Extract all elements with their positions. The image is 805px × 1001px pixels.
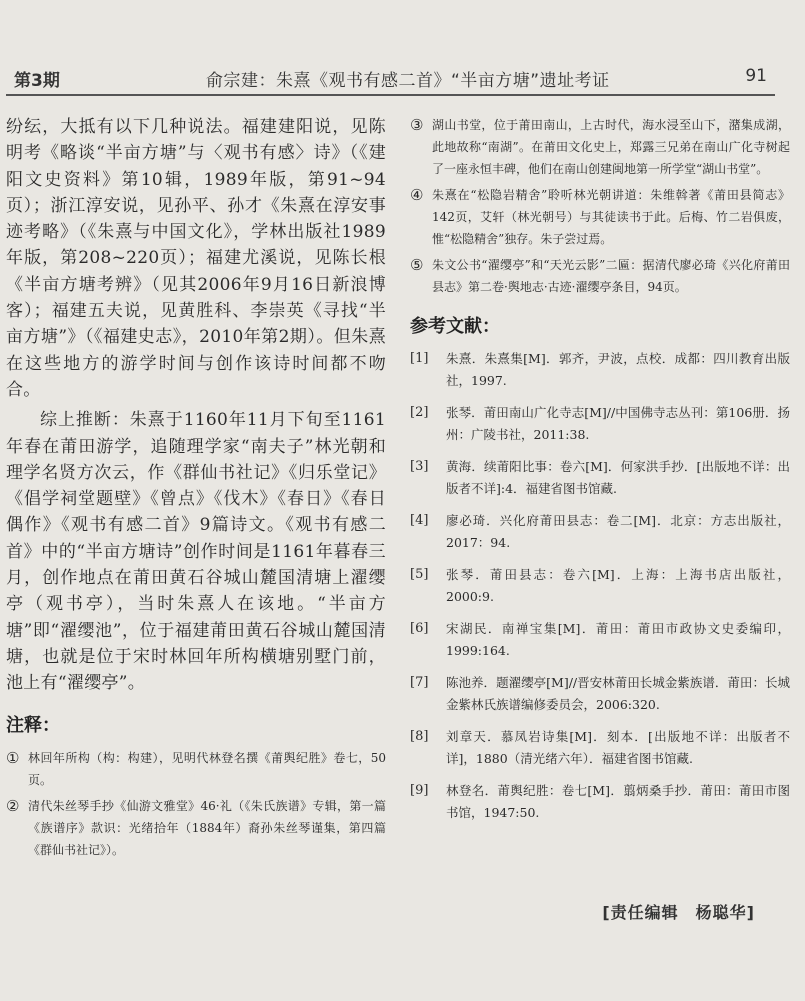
reference-mark: [3]	[410, 459, 429, 474]
reference-mark: [9]	[410, 783, 429, 798]
right-column	[410, 114, 790, 834]
reference-mark: [5]	[410, 567, 429, 582]
reference-item	[410, 672, 790, 716]
paragraph-1: 纷纭，大抵有以下几种说法。福建建阳说，见陈明考《略谈“半亩方塘”与〈观书有感〉诗》（《建阳文史资料》第10辑，1989年版，第91~94页）；浙江淳安说，见孙平、孙才《朱熹在淳安事迹考略》（《朱熹与中国文化》，学林出版社1989年版，第208~220页）；福建尤溪说，见陈长根《半亩方塘考辨》（见其2006年9月16日新浪博客）；福建五夫说，见黄胜科、李崇英《寻找“半亩方塘”》（《福建史志》，2010年第2期）。但朱熹在这些地方的游学时间与创作该诗时间都不吻合。	[6, 117, 386, 400]
reference-item	[410, 780, 790, 824]
reference-text: 陈池养．题濯缨亭[M]//晋安林莆田长城金紫族谱．莆田：长城金紫林氏族谱编修委员会，2006:320.	[446, 675, 790, 712]
body-text	[6, 114, 386, 697]
notes-heading: 注释：	[6, 714, 60, 736]
reference-item	[410, 348, 790, 392]
reference-text: 廖必琦．兴化府莆田县志：卷二[M]．北京：方志出版社，2017：94.	[446, 513, 790, 550]
note-item	[410, 114, 790, 180]
note-item	[410, 254, 790, 298]
references-heading: 参考文献：	[410, 316, 500, 337]
notes-list-right	[410, 114, 790, 298]
reference-text: 刘章天．慕凤岩诗集[M]．刻本．[出版地不详：出版者不详]，1880（清光绪六年）．福建省图书馆藏.	[446, 729, 790, 766]
note-item	[410, 184, 790, 250]
note-mark: ①	[6, 748, 20, 767]
note-item	[6, 747, 386, 791]
note-mark: ②	[6, 796, 20, 815]
reference-text: 宋湖民．南禅宝集[M]．莆田：莆田市政协文史委编印，1999:164.	[446, 621, 790, 658]
left-column	[6, 114, 386, 865]
note-mark: ④	[410, 186, 424, 204]
reference-mark: [8]	[410, 729, 429, 744]
note-mark: ③	[410, 116, 424, 134]
page-number: 91	[745, 66, 767, 86]
reference-mark: [4]	[410, 513, 429, 528]
reference-mark: [1]	[410, 351, 429, 366]
reference-text: 张琴．莆田县志：卷六[M]．上海：上海书店出版社，2000:9.	[446, 567, 790, 604]
reference-text: 朱熹．朱熹集[M]．郭齐，尹波，点校．成都：四川教育出版社，1997.	[446, 351, 790, 388]
references-list	[410, 348, 790, 824]
responsible-editor: [责任编辑 杨聪华]	[602, 903, 755, 922]
reference-item	[410, 510, 790, 554]
paragraph-2: 综上推断：朱熹于1160年11月下旬至1161年春在莆田游学，追随理学家“南夫子”林光朝和理学名贤方次云，作《群仙书社记》《归乐堂记》《倡学祠堂题壁》《曾点》《伐木》《春日》《春日偶作》《观书有感二首》9篇诗文。《观书有感二首》中的“半亩方塘诗”创作时间是1161年暮春三月，创作地点在莆田黄石谷城山麓国清塘上濯缨亭（观书亭），当时朱熹人在该地。“半亩方塘”即“濯缨池”，位于福建莆田黄石谷城山麓国清塘，也就是位于宋时林回年所构横塘别墅门前，池上有“濯缨亭”。	[6, 410, 386, 694]
reference-mark: [2]	[410, 405, 429, 420]
reference-mark: [7]	[410, 675, 429, 690]
note-mark: ⑤	[410, 256, 424, 274]
note-item	[6, 795, 386, 861]
reference-mark: [6]	[410, 621, 429, 636]
note-text: 清代朱丝琴手抄《仙游文雅堂》46·礼（《朱氏族谱》专辑，第一篇《族谱序》款识：光绪拾年（1884年）裔孙朱丝琴谨集，第四篇《群仙书社记》）。	[28, 798, 386, 857]
note-text: 林回年所构（构：构建），见明代林登名撰《莆舆纪胜》卷七，50页。	[28, 750, 386, 787]
reference-item	[410, 726, 790, 770]
reference-item	[410, 564, 790, 608]
notes-list-left	[6, 747, 386, 861]
note-text: 朱熹在“松隐岩精舍”聆听林光朝讲道：朱维斡著《莆田县简志》142页，艾轩（林光朝号）与其徒读书于此。后梅、竹二岩俱废，惟“松隐精舍”独存。朱子尝过焉。	[432, 188, 790, 246]
page-header	[6, 62, 775, 96]
reference-item	[410, 456, 790, 500]
reference-text: 张琴．莆田南山广化寺志[M]//中国佛寺志丛刊：第106册．扬州：广陵书社，2011:38.	[446, 405, 790, 442]
reference-item	[410, 618, 790, 662]
note-text: 湖山书堂，位于莆田南山，上古时代，海水浸至山下，潴集成湖，此地故称“南湖”。在莆田文化史上，郑露三兄弟在南山广化寺树起了一座永恒丰碑，他们在南山创建闽地第一所学堂“湖山书堂”。	[432, 118, 790, 176]
reference-text: 林登名．莆舆纪胜：卷七[M]．翦炳桑手抄．莆田：莆田市图书馆，1947:50.	[446, 783, 790, 820]
note-text: 朱文公书“濯缨亭”和“天光云影”二匾：据清代廖必琦《兴化府莆田县志》第二卷·舆地志·古迹·濯缨亭条目，94页。	[432, 258, 790, 294]
issue-label: 第3期	[14, 71, 60, 91]
reference-text: 黄海．续莆阳比事：卷六[M]．何家洪手抄．[出版地不详：出版者不详]:4．福建省图书馆藏.	[446, 459, 790, 496]
running-title: 俞宗建：朱熹《观书有感二首》“半亩方塘”遗址考证	[206, 71, 610, 91]
reference-item	[410, 402, 790, 446]
